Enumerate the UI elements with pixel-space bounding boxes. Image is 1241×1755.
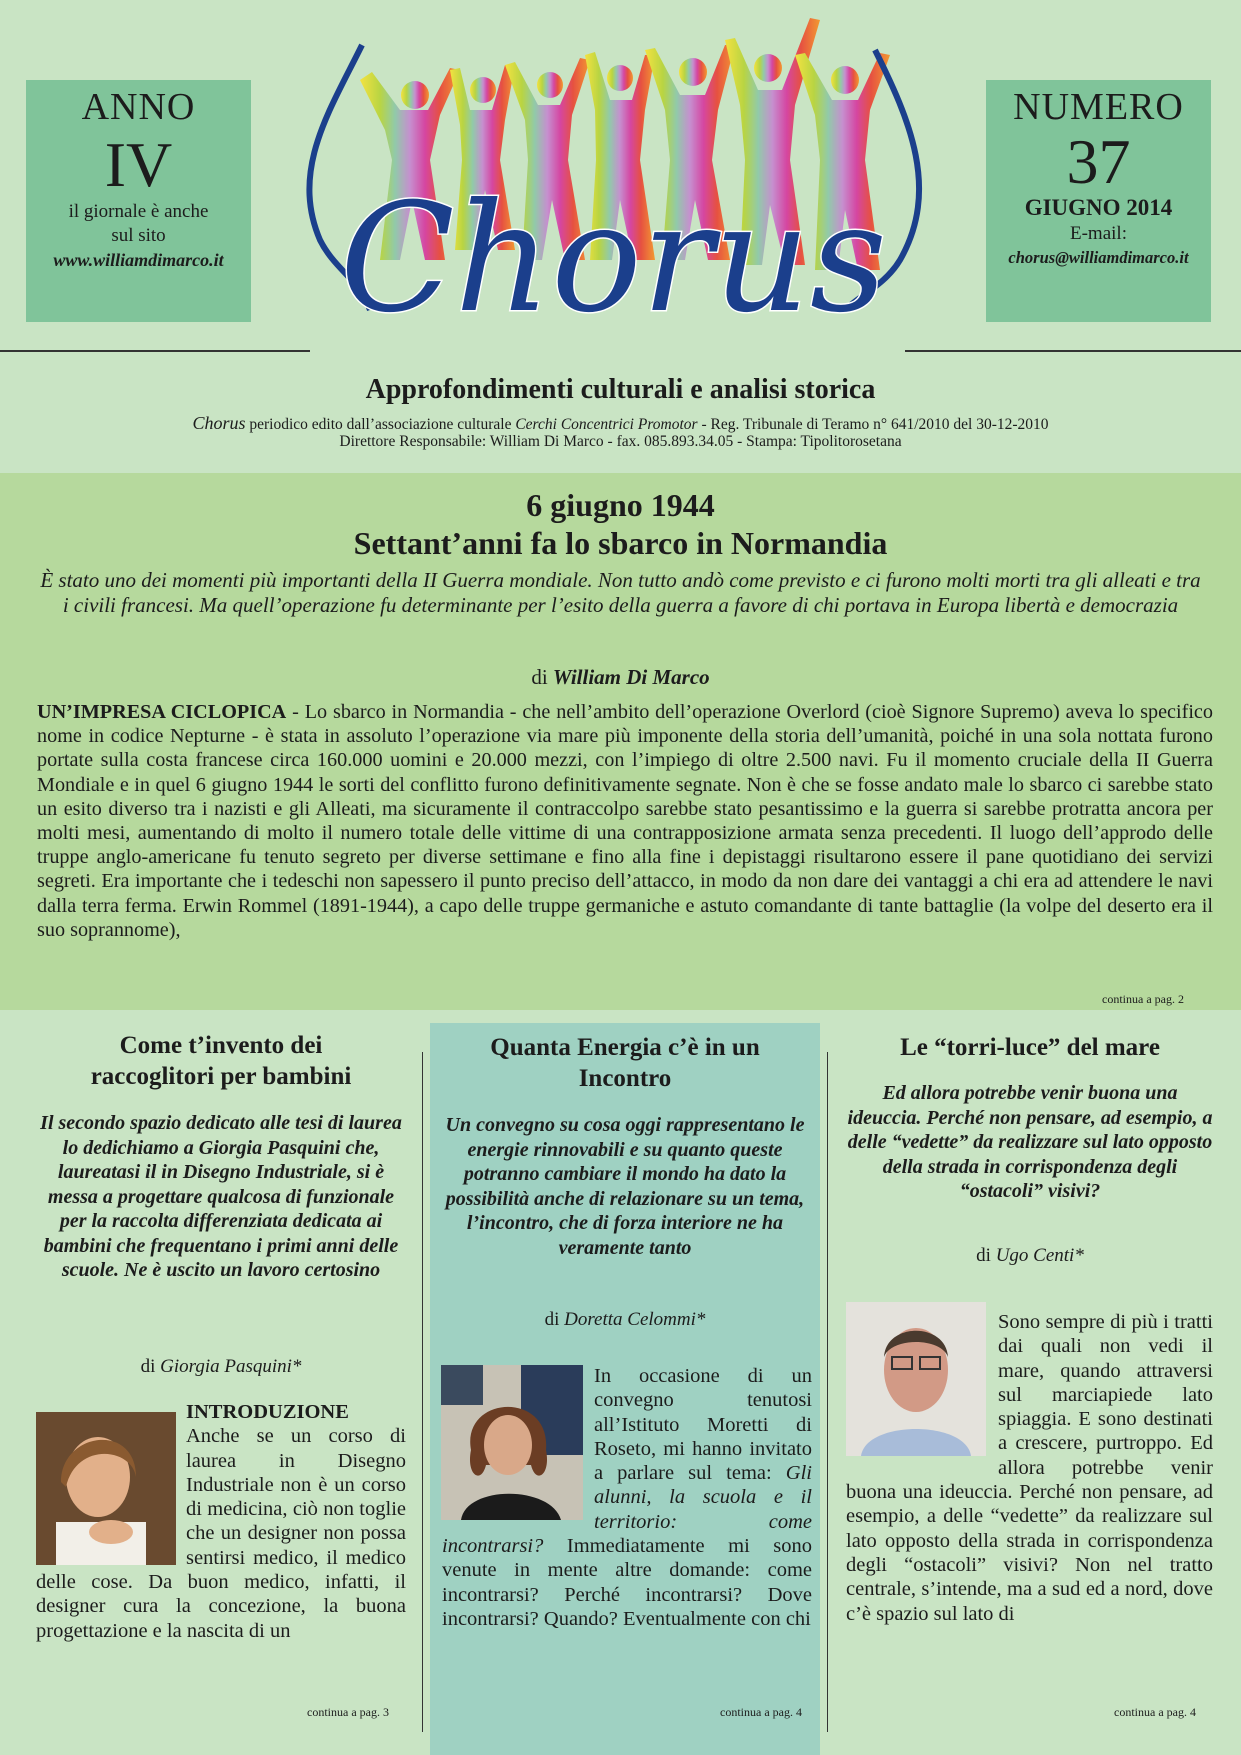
numero-value: 37 xyxy=(1066,126,1131,197)
website-link[interactable]: www.williamdimarco.it xyxy=(53,250,224,270)
col2-byline-prefix: di xyxy=(544,1309,560,1330)
col1-author: Giorgia Pasquini* xyxy=(160,1356,302,1377)
article-body-text: - Lo sbarco in Normandia - che nell’ambito dell’operazione Overlord (cioè Signore Supremo) aveva lo specifico nome in codice Nepturne - è stata in assoluto l’operazione via mare più imponente della storia dell’umanità, poiché in una sola nottata furono portate sulla costa francese circa 160.000 uomini e 20.000 mezzi, con l’impiego di oltre 2.500 navi. Fu il momento cruciale della II Guerra Mondiale e in quel 6 giugno 1944 le sorti del conflitto furono definitivamente segnate. Non è che se fosse andato male lo sbarco ci sarebbe stato un esito diverso tra i nazisti e gli Alleati, ma sicuramente il contraccolpo sarebbe stato pesantissimo e la guerra si sarebbe protratta ancora per molti mesi, aumentando di molto il numero totale delle vittime di una contrapposizione armata senza precedenti. Il luogo dell’approdo delle truppe anglo-americane fu tenuto segreto per diverse settimane e fino alla fine i depistaggi risultarono essere il pane quotidiano dei servizi segreti. Era importante che i tedeschi non sapessero il punto preciso dell’attacco, in modo da non dare dei vantaggi a chi era ad attendere le navi dalla terra ferma. Erwin Rommel (1891-1944), a capo delle truppe germaniche e astuto comandante di tante battaglie (la volpe del deserto era il suo soprannome), xyxy=(37,701,1213,941)
col1-section-head: INTRODUZIONE xyxy=(186,1401,349,1423)
publisher-text-1: periodico edito dall’associazione culturale xyxy=(245,416,516,433)
email-label: E-mail: xyxy=(1070,223,1127,244)
col2-author: Doretta Celommi* xyxy=(564,1309,706,1330)
article-section-head: UN’IMPRESA CICLOPICA xyxy=(37,701,287,723)
publisher-name: Chorus xyxy=(192,413,246,433)
article-lead: È stato uno dei momenti più importanti della II Guerra mondiale. Non tutto andò come previsto e ci furono molti morti tra gli alleati e tra i civili francesi. Ma quell’operazione fu determinante per l’esito della guerra a favore di chi portava in Europa libertà e democrazia xyxy=(40,568,1201,617)
logo-text: Chorus xyxy=(340,172,887,346)
col2-body-text-1: In occasione di un convegno tenutosi all’Istituto Moretti di Roseto, mi hanno invitato a parlare sul tema: xyxy=(594,1365,812,1485)
tagline: Approfondimenti culturali e analisi storica xyxy=(365,374,876,405)
col2-byline xyxy=(440,1309,810,1331)
col2-body xyxy=(442,1364,812,1631)
continue-page-4-a[interactable]: continua a pag. 4 xyxy=(720,1705,802,1719)
col3-author: Ugo Centi* xyxy=(995,1245,1084,1266)
col1-byline-prefix: di xyxy=(140,1356,156,1377)
col2-lead: Un convegno su cosa oggi rappresentano le energie rinnovabili e su quanto queste potranno cambiare il mondo ha dato la possibilità anche di relazionare su un tema, l’incontro, che di forza interiore ne ha veramente tanto xyxy=(445,1114,805,1259)
email-link[interactable]: chorus@williamdimarco.it xyxy=(1008,248,1189,267)
header-rule-left xyxy=(0,350,310,352)
col1-title-line2: raccoglitori per bambini xyxy=(90,1063,352,1090)
col1-title-line1: Come t’invento dei xyxy=(119,1032,323,1059)
anno-box xyxy=(26,80,251,322)
numero-label: NUMERO xyxy=(1013,86,1184,128)
article-body xyxy=(37,700,1213,942)
byline-prefix: di xyxy=(531,665,548,689)
continue-page-3[interactable]: continua a pag. 3 xyxy=(307,1705,389,1719)
col2-body-italic: Gli alunni, la scuola e il territorio: come incontrarsi? xyxy=(442,1462,812,1558)
anno-line2: sul sito xyxy=(111,225,166,246)
director-line: Direttore Responsabile: William Di Marco - fax. 085.893.34.05 - Stampa: Tipolitorosetana xyxy=(339,433,902,450)
col3-byline-prefix: di xyxy=(976,1245,991,1266)
col3-title: Le “torri-luce” del mare xyxy=(900,1034,1160,1061)
col3-lead: Ed allora potrebbe venir buona una ideuccia. Perché non pensare, ad esempio, a delle “vedette” da realizzare sul lato opposto della strada in corrispondenza degli “ostacoli” visivi? xyxy=(847,1082,1213,1202)
continue-page-4-b[interactable]: continua a pag. 4 xyxy=(1114,1705,1196,1719)
article-title: Settant’anni fa lo sbarco in Normandia xyxy=(353,525,888,561)
column-divider-left xyxy=(422,1052,423,1732)
continue-page-2[interactable]: continua a pag. 2 xyxy=(1102,992,1184,1006)
col3-body-text: Sono sempre di più i tratti dai quali non vedi il mare, quando attraversi sul marciapiede lato spiaggia. E sono destinati a crescere, purtroppo. Ed allora potrebbe venir buona una ideuccia. Perché non pensare, ad esempio, a delle “vedette” da realizzare sul lato opposto della strada in corrispondenza degli “ostacoli” visivi? Non nel tratto centrale, s’intende, ma a sud ed a nord, dove c’è spazio sul lato di xyxy=(846,1311,1213,1625)
col2-title-line1: Quanta Energia c’è in un xyxy=(490,1034,760,1061)
col2-body-text-2: Immediatamente mi sono venute in mente altre domande: come incontrarsi? Perché incontrarsi? Dove incontrarsi? Quando? Eventualmente con chi xyxy=(442,1535,812,1630)
col1-body-text: Anche se un corso di laurea in Disegno Industriale non è un corso di medicina, ciò non toglie che un designer non possa sentirsi medico, il medico delle cose. Da buon medico, infatti, il designer cura la concezione, la buona progettazione e la nascita di un xyxy=(36,1425,406,1642)
col3-body xyxy=(846,1310,1213,1626)
col1-byline xyxy=(36,1356,406,1378)
anno-label: ANNO xyxy=(81,86,196,128)
article-byline xyxy=(0,665,1241,690)
numero-box xyxy=(986,80,1211,322)
col1-title xyxy=(36,1030,406,1092)
column-divider-right xyxy=(827,1052,828,1732)
header-rule-right xyxy=(905,350,1241,352)
publisher-assoc: Cerchi Concentrici Promotor xyxy=(515,416,698,433)
article-date-title: 6 giugno 1944 xyxy=(526,487,715,523)
col2-title xyxy=(440,1032,810,1094)
article-author: William Di Marco xyxy=(552,665,710,689)
issue-date: GIUGNO 2014 xyxy=(1024,195,1173,220)
col1-lead: Il secondo spazio dedicato alle tesi di laurea lo dedichiamo a Giorgia Pasquini che, laureatasi il in Disegno Industriale, si è messa a progettare qualcosa di funzionale per la raccolta differenziata dedicata ai bambini che frequentano i primi anni delle scuole. Ne è uscito un lavoro certosino xyxy=(40,1112,402,1281)
chorus-logo xyxy=(300,10,940,360)
col3-byline xyxy=(845,1245,1215,1267)
col1-body xyxy=(36,1400,406,1643)
col2-title-line2: Incontro xyxy=(578,1065,672,1092)
publisher-line xyxy=(0,413,1241,434)
anno-line1: il giornale è anche xyxy=(68,201,209,222)
anno-value: IV xyxy=(104,129,173,200)
publisher-text-2: - Reg. Tribunale di Teramo n° 641/2010 del 30-12-2010 xyxy=(697,416,1049,433)
